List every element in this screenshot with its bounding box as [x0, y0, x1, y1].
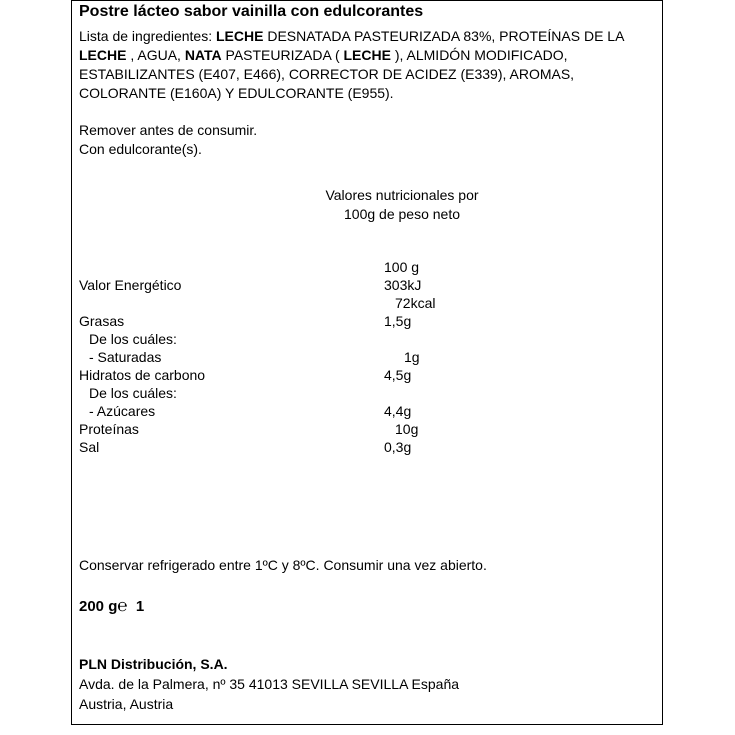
nutrition-label-saturated: - Saturadas — [89, 349, 162, 365]
ingredient-part: LECHE — [343, 47, 391, 63]
nutrition-value-fat: 1,5g — [384, 313, 412, 329]
nutrition-value-protein: 10g — [395, 421, 419, 437]
stir-note: Remover antes de consumir. — [79, 122, 258, 138]
nutrition-value-kcal: 72kcal — [395, 295, 436, 311]
ingredient-part: ), ALMIDÓN MODIFICADO, ESTABILIZANTES (E407, E466), CORRECTOR DE ACIDEZ (E339), AROMAS, COLORANTE (E160A) Y EDULCORANTE (E955). — [79, 47, 575, 101]
nutrition-value-salt: 0,3g — [384, 439, 412, 455]
nutrition-label-energy: Valor Energético — [79, 277, 182, 293]
company-country: Austria, Austria — [79, 696, 174, 712]
net-weight: 200 g — [79, 598, 118, 615]
nutrition-label-carbs: Hidratos de carbono — [79, 367, 206, 383]
nutrition-value-carbs: 4,5g — [384, 367, 412, 383]
nutrition-label-sugars: - Azúcares — [89, 403, 156, 419]
ingredient-part: LECHE — [215, 28, 264, 44]
nutrition-value-sugars: 4,4g — [384, 403, 412, 419]
nutrition-value-saturated: 1g — [404, 349, 420, 365]
nutrition-header — [302, 186, 502, 224]
nutrition-label-protein: Proteínas — [79, 421, 139, 437]
company-name: PLN Distribución, S.A. — [79, 656, 228, 672]
nutrition-header-line1: Valores nutricionales por — [325, 187, 479, 203]
storage-instructions: Conservar refrigerado entre 1ºC y 8ºC. Consumir una vez abierto. — [79, 557, 487, 573]
ingredient-part: , AGUA, — [126, 47, 185, 63]
unit-count: 1 — [135, 598, 145, 615]
sweetener-note: Con edulcorante(s). — [79, 141, 202, 157]
nutrition-column-header: 100 g — [384, 259, 420, 275]
ingredients-list — [79, 27, 654, 103]
product-title: Postre lácteo sabor vainilla con edulcorantes — [79, 3, 424, 20]
ingredients-lead: Lista de ingredientes: — [79, 28, 216, 44]
nutrition-value-kj: 303kJ — [384, 277, 422, 293]
ingredient-part: PASTEURIZADA ( — [221, 47, 344, 63]
company-address: Avda. de la Palmera, nº 35 41013 SEVILLA SEVILLA España — [79, 676, 460, 692]
nutrition-label-of-which-fat: De los cuáles: — [89, 331, 177, 347]
nutrition-header-line2: 100g de peso neto — [344, 206, 460, 222]
ingredient-part: NATA — [184, 47, 222, 63]
ingredient-part: LECHE — [79, 47, 127, 63]
ingredient-part: DESNATADA PASTEURIZADA 83%, PROTEÍNAS DE LA — [263, 28, 624, 44]
net-quantity — [79, 597, 144, 616]
nutrition-label-of-which-carbs: De los cuáles: — [89, 385, 177, 401]
estimated-sign-icon: ℮ — [117, 596, 128, 615]
nutrition-label-salt: Sal — [79, 439, 100, 455]
nutrition-label-fat: Grasas — [79, 313, 125, 329]
